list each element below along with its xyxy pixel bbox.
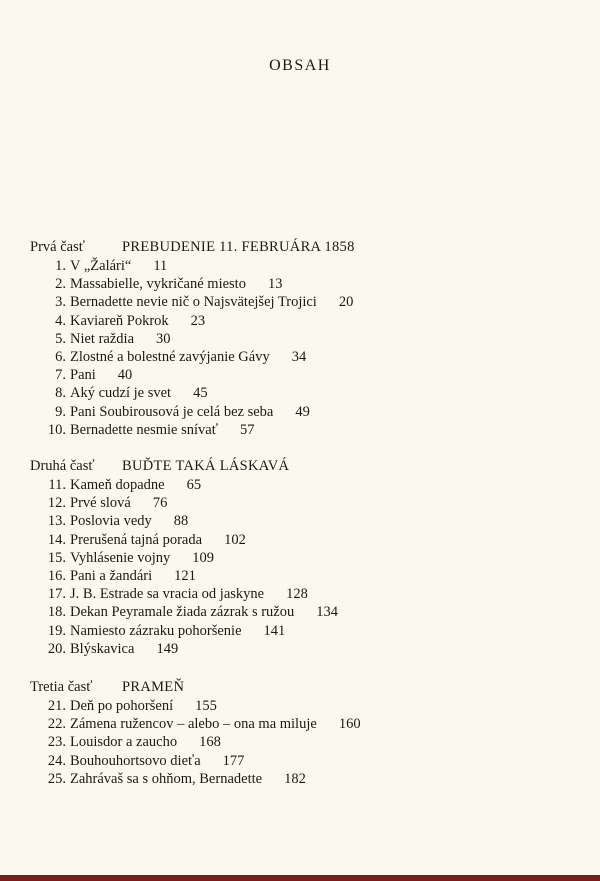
chapter-title: Massabielle, vykričané miesto [70, 276, 246, 293]
chapter-entry [30, 293, 590, 311]
chapter-title: V „Žalári“ [70, 258, 132, 274]
chapter-number: 3. [55, 294, 66, 311]
chapter-list [30, 257, 590, 439]
chapter-page: 149 [156, 640, 179, 657]
chapter-page: 134 [316, 604, 338, 621]
chapter-title: Kameň dopadne [70, 477, 165, 493]
chapter-page: 155 [195, 698, 217, 714]
part-heading [30, 238, 590, 257]
chapter-page: 11 [153, 258, 168, 274]
part-label: Druhá časť [30, 458, 95, 474]
part-heading [30, 678, 590, 697]
chapter-number: 25. [47, 770, 66, 787]
chapter-entry [30, 512, 590, 530]
chapter-title: Deň po pohoršení [70, 698, 174, 714]
chapter-number: 17. [47, 586, 66, 603]
chapter-number: 21. [47, 698, 66, 714]
chapter-page: 160 [338, 716, 361, 733]
chapter-number: 1. [55, 258, 66, 274]
chapter-entry [30, 257, 590, 275]
chapter-page: 168 [199, 734, 221, 751]
chapter-entry [30, 403, 590, 421]
chapter-title: Bernadette nevie nič o Najsvätejšej Trojici [70, 294, 317, 311]
chapter-page: 23 [190, 312, 206, 329]
chapter-title: Zlostné a bolestné zavýjanie Gávy [70, 348, 270, 365]
chapter-number: 6. [55, 348, 66, 365]
chapter-title: Niet raždia [70, 330, 135, 347]
chapter-number: 9. [55, 403, 66, 420]
chapter-page: 34 [291, 348, 307, 365]
chapter-number: 18. [47, 604, 66, 621]
chapter-number: 13. [47, 513, 66, 530]
chapter-number: 20. [47, 640, 66, 657]
chapter-entry [30, 640, 590, 658]
chapter-entry [30, 476, 590, 494]
chapter-page: 88 [173, 513, 189, 530]
chapter-entry [30, 366, 590, 384]
part-1 [30, 238, 590, 439]
chapter-entry [30, 622, 590, 640]
chapter-number: 5. [55, 330, 66, 347]
chapter-title: Dekan Peyramale žiada zázrak s ružou [70, 604, 295, 621]
chapter-entry [30, 312, 590, 330]
chapter-number: 16. [47, 567, 66, 584]
chapter-entry [30, 421, 590, 439]
chapter-page: 102 [224, 531, 246, 548]
chapter-page: 30 [156, 330, 171, 347]
chapter-page: 13 [267, 276, 283, 293]
chapter-number: 24. [47, 752, 66, 769]
chapter-title: J. B. Estrade sa vracia od jaskyne [70, 586, 265, 603]
chapter-entry [30, 567, 590, 585]
chapter-page: 45 [193, 385, 208, 402]
chapter-title: Zahrávaš sa s ohňom, Bernadette [70, 770, 263, 787]
chapter-number: 22. [47, 716, 66, 733]
chapter-page: 121 [174, 567, 196, 584]
chapter-entry [30, 531, 590, 549]
chapter-number: 2. [55, 276, 66, 293]
chapter-entry [30, 275, 590, 293]
part-title: BUĎTE TAKÁ LÁSKAVÁ [122, 458, 290, 474]
chapter-entry [30, 494, 590, 512]
chapter-title: Poslovia vedy [70, 513, 152, 530]
chapter-page: 40 [117, 367, 133, 384]
part-title: PRAMEŇ [122, 679, 185, 695]
chapter-number: 4. [55, 312, 66, 329]
chapter-title: Kaviareň Pokrok [70, 312, 169, 329]
chapter-title: Louisdor a zaucho [70, 734, 178, 751]
chapter-page: 76 [152, 495, 168, 512]
chapter-title: Vyhlásenie vojny [70, 549, 171, 566]
part-label: Prvá časť [30, 239, 85, 255]
chapter-list [30, 476, 590, 658]
chapter-entry [30, 348, 590, 366]
chapter-number: 14. [47, 531, 66, 548]
chapter-page: 141 [263, 622, 286, 639]
chapter-entry [30, 770, 590, 788]
chapter-entry [30, 384, 590, 402]
part-2 [30, 457, 590, 658]
chapter-title: Pani Soubirousová je celá bez seba [70, 403, 274, 420]
chapter-page: 49 [295, 403, 310, 420]
chapter-number: 23. [47, 734, 66, 751]
chapter-title: Bouhouhortsovo dieťa [70, 752, 201, 769]
chapter-number: 7. [55, 367, 66, 384]
chapter-title: Bernadette nesmie snívať [70, 421, 218, 438]
part-3 [30, 678, 590, 788]
part-heading [30, 457, 590, 476]
chapter-title: Namiesto zázraku pohoršenie [70, 622, 242, 639]
chapter-entry [30, 549, 590, 567]
chapter-title: Pani [70, 367, 96, 384]
chapter-number: 19. [47, 622, 66, 639]
chapter-entry [30, 603, 590, 621]
chapter-page: 65 [186, 477, 202, 493]
chapter-title: Prerušená tajná porada [70, 531, 203, 548]
chapter-number: 12. [47, 495, 66, 512]
chapter-entry [30, 733, 590, 751]
chapter-entry [30, 752, 590, 770]
chapter-title: Zámena ružencov – alebo – ona ma miluje [70, 716, 317, 733]
part-title: PREBUDENIE 11. FEBRUÁRA 1858 [122, 239, 355, 255]
chapter-number: 11. [48, 477, 66, 493]
chapter-title: Aký cudzí je svet [70, 385, 172, 402]
chapter-number: 15. [47, 549, 66, 566]
chapter-entry [30, 585, 590, 603]
chapter-number: 8. [55, 385, 66, 402]
chapter-title: Pani a žandári [70, 567, 153, 584]
chapter-page: 20 [338, 294, 354, 311]
chapter-title: Prvé slová [70, 495, 131, 512]
chapter-page: 128 [286, 586, 308, 603]
chapter-number: 10. [47, 421, 66, 438]
chapter-entry [30, 330, 590, 348]
chapter-entry [30, 697, 590, 715]
part-label: Tretia časť [30, 679, 93, 695]
chapter-entry [30, 715, 590, 733]
chapter-title: Blýskavica [70, 640, 135, 657]
chapter-list [30, 697, 590, 788]
chapter-page: 177 [222, 752, 245, 769]
chapter-page: 57 [239, 421, 255, 438]
page-edge [0, 875, 600, 881]
chapter-page: 182 [284, 770, 306, 787]
chapter-page: 109 [192, 549, 215, 566]
page-title: OBSAH [269, 57, 331, 74]
